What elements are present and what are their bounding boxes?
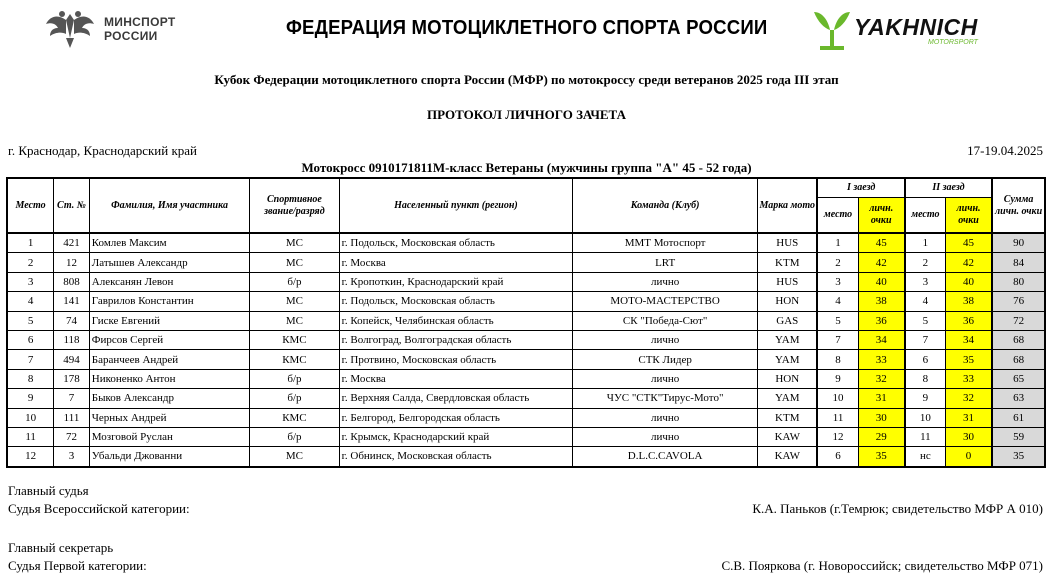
cell-race2-points: 33: [945, 369, 992, 388]
cell-city: г. Верхняя Салда, Свердловская область: [339, 389, 573, 408]
cell-race2-points: 35: [945, 350, 992, 369]
cell-number: 74: [54, 311, 90, 330]
cell-sum: 61: [992, 408, 1045, 427]
cell-place: 12: [7, 447, 54, 467]
cell-place: 11: [7, 427, 54, 446]
table-row: [7, 389, 1045, 408]
cell-number: 178: [54, 369, 90, 388]
col-header-place: Место: [7, 178, 54, 233]
cell-race2-place: 1: [905, 233, 946, 253]
col-header-sum: Сумма личн. очки: [992, 178, 1045, 233]
table-row: [7, 311, 1045, 330]
cell-team: лично: [573, 427, 758, 446]
cell-city: г. Белгород, Белгородская область: [339, 408, 573, 427]
cell-number: 7: [54, 389, 90, 408]
cell-race2-place: 5: [905, 311, 946, 330]
cell-race2-points: 0: [945, 447, 992, 467]
header-logos: [0, 0, 1053, 58]
cell-rank: б/р: [250, 272, 339, 291]
cell-name: Гаврилов Константин: [89, 292, 249, 311]
ministry-logo-line1: МИНСПОРТ: [104, 15, 176, 29]
cell-number: 12: [54, 253, 90, 272]
cell-race2-points: 34: [945, 330, 992, 349]
cell-place: 1: [7, 233, 54, 253]
cup-title: Кубок Федерации мотоциклетного спорта России (МФР) по мотокроссу среди ветеранов 2025 года III этап: [214, 72, 839, 87]
cell-race1-place: 6: [817, 447, 858, 467]
cell-name: Баранчеев Андрей: [89, 350, 249, 369]
cell-team: лично: [573, 272, 758, 291]
cell-moto: KAW: [758, 447, 818, 467]
cell-name: Быков Александр: [89, 389, 249, 408]
col-header-race1-points: личн. очки: [858, 198, 905, 234]
cell-place: 8: [7, 369, 54, 388]
cell-team: СК "Победа-Сют": [573, 311, 758, 330]
cell-race1-place: 5: [817, 311, 858, 330]
col-header-name: Фамилия, Имя участника: [89, 178, 249, 233]
federation-name: ФЕДЕРАЦИЯ МОТОЦИКЛЕТНОГО СПОРТА РОССИИ: [286, 16, 768, 39]
cell-race2-place: нс: [905, 447, 946, 467]
cell-number: 141: [54, 292, 90, 311]
cell-place: 5: [7, 311, 54, 330]
cell-team: лично: [573, 369, 758, 388]
cell-race2-points: 38: [945, 292, 992, 311]
cell-race1-place: 11: [817, 408, 858, 427]
cell-rank: МС: [250, 233, 339, 253]
cell-race2-points: 31: [945, 408, 992, 427]
cell-place: 9: [7, 389, 54, 408]
col-header-race2-points: личн. очки: [945, 198, 992, 234]
ministry-logo: [44, 8, 194, 50]
cell-moto: HUS: [758, 233, 818, 253]
federation-logo: [272, 2, 772, 54]
cell-city: г. Копейск, Челябинская область: [339, 311, 573, 330]
table-row: [7, 447, 1045, 467]
cell-rank: б/р: [250, 389, 339, 408]
ministry-logo-line2: РОССИИ: [104, 29, 158, 43]
cell-city: г. Обнинск, Московская область: [339, 447, 573, 467]
cell-sum: 68: [992, 330, 1045, 349]
table-row: [7, 427, 1045, 446]
cell-race2-points: 32: [945, 389, 992, 408]
cell-moto: KTM: [758, 253, 818, 272]
event-dates: 17-19.04.2025: [967, 143, 1043, 158]
col-header-city: Населенный пункт (регион): [339, 178, 573, 233]
cell-race1-points: 36: [858, 311, 905, 330]
cell-city: г. Москва: [339, 369, 573, 388]
cell-rank: КМС: [250, 330, 339, 349]
cell-sum: 84: [992, 253, 1045, 272]
cell-moto: YAM: [758, 350, 818, 369]
cell-race1-place: 2: [817, 253, 858, 272]
cell-rank: б/р: [250, 427, 339, 446]
cell-place: 7: [7, 350, 54, 369]
cell-city: г. Москва: [339, 253, 573, 272]
cell-name: Комлев Максим: [89, 233, 249, 253]
table-row: [7, 330, 1045, 349]
protocol-title: ПРОТОКОЛ ЛИЧНОГО ЗАЧЕТА: [427, 107, 626, 122]
table-row: [7, 408, 1045, 427]
cell-number: 3: [54, 447, 90, 467]
cell-team: МОТО-МАСТЕРСТВО: [573, 292, 758, 311]
sponsor-name: YAKHNICH: [854, 14, 978, 40]
table-row: [7, 233, 1045, 253]
chief-judge-title: Главный судья: [8, 483, 89, 498]
cell-race2-place: 6: [905, 350, 946, 369]
cell-sum: 35: [992, 447, 1045, 467]
col-header-moto: Марка мото: [758, 178, 818, 233]
cell-race1-place: 7: [817, 330, 858, 349]
cell-race1-place: 8: [817, 350, 858, 369]
sponsor-logo: [810, 6, 1010, 52]
cell-city: г. Кропоткин, Краснодарский край: [339, 272, 573, 291]
cell-number: 111: [54, 408, 90, 427]
col-header-team: Команда (Клуб): [573, 178, 758, 233]
cell-team: ЧУС "СТК"Тирус-Мото": [573, 389, 758, 408]
event-location: г. Краснодар, Краснодарский край: [8, 143, 198, 158]
cell-race2-place: 4: [905, 292, 946, 311]
col-header-race1: I заезд: [817, 178, 904, 198]
cell-sum: 65: [992, 369, 1045, 388]
cell-moto: GAS: [758, 311, 818, 330]
cell-race1-points: 31: [858, 389, 905, 408]
cell-race1-points: 30: [858, 408, 905, 427]
cell-sum: 68: [992, 350, 1045, 369]
cell-moto: HON: [758, 369, 818, 388]
cell-sum: 80: [992, 272, 1045, 291]
cell-number: 494: [54, 350, 90, 369]
cell-race1-place: 1: [817, 233, 858, 253]
table-row: [7, 253, 1045, 272]
cell-sum: 63: [992, 389, 1045, 408]
cell-race2-points: 40: [945, 272, 992, 291]
cell-number: 72: [54, 427, 90, 446]
col-header-race2: II заезд: [905, 178, 992, 198]
cell-race2-place: 3: [905, 272, 946, 291]
cell-name: Фирсов Сергей: [89, 330, 249, 349]
col-header-race1-place: место: [817, 198, 858, 234]
chief-secretary-category: Судья Первой категории:: [8, 558, 147, 573]
cell-place: 10: [7, 408, 54, 427]
cell-rank: КМС: [250, 408, 339, 427]
chief-secretary-name: С.В. Пояркова (г. Новороссийск; свидетельство МФР 071): [721, 558, 1043, 573]
cell-race2-points: 45: [945, 233, 992, 253]
chief-judge-category: Судья Всероссийской категории:: [8, 501, 190, 516]
cell-sum: 59: [992, 427, 1045, 446]
cell-team: лично: [573, 408, 758, 427]
cell-name: Алексанян Левон: [89, 272, 249, 291]
cell-race2-place: 10: [905, 408, 946, 427]
table-row: [7, 272, 1045, 291]
cell-sum: 90: [992, 233, 1045, 253]
results-table: [6, 177, 1046, 468]
cell-race1-place: 4: [817, 292, 858, 311]
cell-race1-points: 34: [858, 330, 905, 349]
cell-race1-points: 42: [858, 253, 905, 272]
sponsor-leaf-icon: [810, 6, 854, 52]
cell-team: лично: [573, 330, 758, 349]
cell-race2-place: 2: [905, 253, 946, 272]
cell-team: ММТ Мотоспорт: [573, 233, 758, 253]
double-eagle-icon: [44, 8, 96, 50]
cell-rank: МС: [250, 311, 339, 330]
chief-judge-name: К.А. Паньков (г.Темрюк; свидетельство МФР А 010): [752, 501, 1043, 516]
class-title: Мотокросс 0910171811М-класс Ветераны (мужчины группа "А" 45 - 52 года): [301, 160, 752, 175]
cell-number: 118: [54, 330, 90, 349]
cell-race1-place: 9: [817, 369, 858, 388]
cell-race1-points: 38: [858, 292, 905, 311]
cell-moto: KAW: [758, 427, 818, 446]
cell-name: Гиске Евгений: [89, 311, 249, 330]
cell-sum: 72: [992, 311, 1045, 330]
sponsor-subtitle: MOTORSPORT: [928, 39, 978, 46]
cell-race1-points: 29: [858, 427, 905, 446]
cell-city: г. Волгоград, Волгоградская область: [339, 330, 573, 349]
cell-place: 4: [7, 292, 54, 311]
cell-race2-place: 9: [905, 389, 946, 408]
table-row: [7, 292, 1045, 311]
cell-number: 808: [54, 272, 90, 291]
cell-race1-points: 32: [858, 369, 905, 388]
chief-secretary-title: Главный секретарь: [8, 540, 114, 555]
cell-race1-points: 45: [858, 233, 905, 253]
cell-moto: HUS: [758, 272, 818, 291]
cell-place: 2: [7, 253, 54, 272]
cell-race1-points: 33: [858, 350, 905, 369]
cell-race1-place: 12: [817, 427, 858, 446]
cell-name: Убальди Джованни: [89, 447, 249, 467]
cell-race2-points: 30: [945, 427, 992, 446]
cell-moto: YAM: [758, 389, 818, 408]
cell-race1-place: 3: [817, 272, 858, 291]
cell-rank: КМС: [250, 350, 339, 369]
cell-name: Никоненко Антон: [89, 369, 249, 388]
cell-moto: KTM: [758, 408, 818, 427]
cell-rank: МС: [250, 447, 339, 467]
cell-race2-place: 11: [905, 427, 946, 446]
cell-name: Латышев Александр: [89, 253, 249, 272]
table-row: [7, 350, 1045, 369]
col-header-rank: Спортивное звание/разряд: [250, 178, 339, 233]
cell-race2-place: 8: [905, 369, 946, 388]
cell-team: D.L.C.CAVOLA: [573, 447, 758, 467]
cell-city: г. Подольск, Московская область: [339, 292, 573, 311]
table-row: [7, 369, 1045, 388]
cell-team: LRT: [573, 253, 758, 272]
cell-place: 6: [7, 330, 54, 349]
cell-city: г. Протвино, Московская область: [339, 350, 573, 369]
col-header-race2-place: место: [905, 198, 946, 234]
cell-race1-points: 35: [858, 447, 905, 467]
cell-name: Черных Андрей: [89, 408, 249, 427]
cell-rank: б/р: [250, 369, 339, 388]
cell-race2-place: 7: [905, 330, 946, 349]
cell-team: СТК Лидер: [573, 350, 758, 369]
cell-city: г. Подольск, Московская область: [339, 233, 573, 253]
cell-race1-place: 10: [817, 389, 858, 408]
cell-race2-points: 36: [945, 311, 992, 330]
cell-sum: 76: [992, 292, 1045, 311]
cell-name: Мозговой Руслан: [89, 427, 249, 446]
cell-rank: МС: [250, 292, 339, 311]
cell-city: г. Крымск, Краснодарский край: [339, 427, 573, 446]
cell-moto: HON: [758, 292, 818, 311]
col-header-number: Ст. №: [54, 178, 90, 233]
cell-race2-points: 42: [945, 253, 992, 272]
cell-rank: МС: [250, 253, 339, 272]
cell-moto: YAM: [758, 330, 818, 349]
cell-race1-points: 40: [858, 272, 905, 291]
cell-number: 421: [54, 233, 90, 253]
cell-place: 3: [7, 272, 54, 291]
